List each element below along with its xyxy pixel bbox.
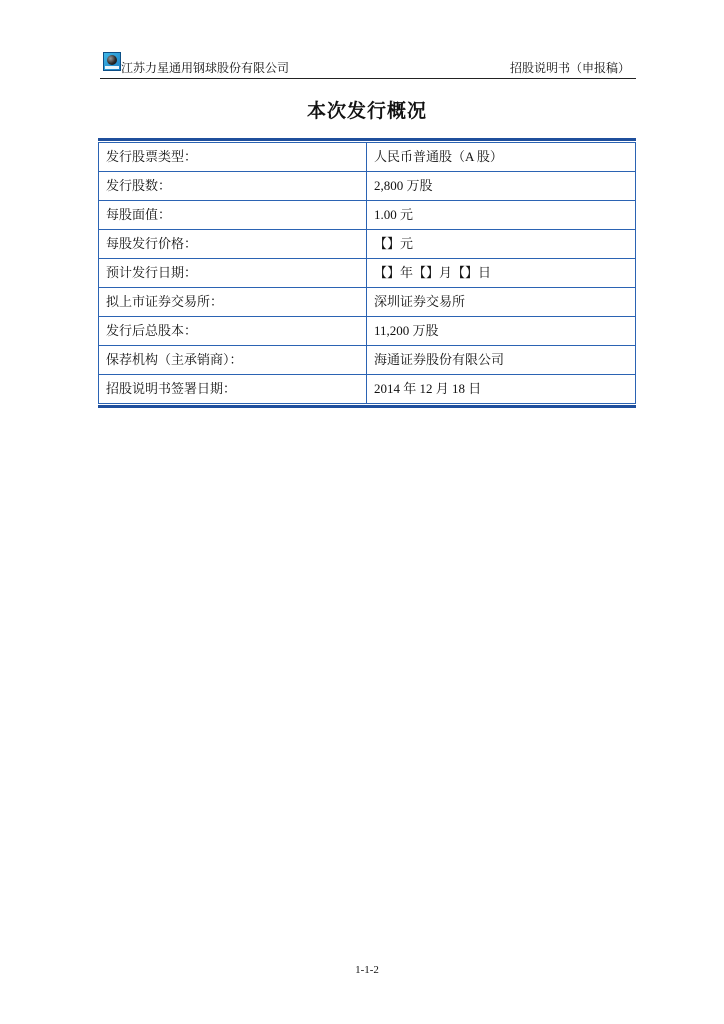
company-name: 江苏力星通用钢球股份有限公司 [121,61,290,75]
row-label: 发行后总股本： [99,317,367,345]
table-row [99,346,635,375]
row-value: 2,800 万股 [374,178,433,193]
row-value: 【】元 [374,236,414,251]
table-row [99,201,635,230]
table-row [99,375,635,403]
row-value: 深圳证券交易所 [374,294,466,309]
offering-overview-table [98,138,636,408]
table-bottom-rule [98,405,636,408]
row-value: 11,200 万股 [374,323,439,338]
table-row [99,288,635,317]
table-row [99,259,635,288]
page-header [100,50,636,79]
logo-ball [107,55,117,65]
row-value: 海通证券股份有限公司 [374,352,505,367]
row-label: 招股说明书签署日期： [99,375,367,403]
row-label: 预计发行日期： [99,259,367,287]
section-title: 本次发行概况 [306,100,427,122]
row-value: 【】年【】月【】日 [374,265,492,280]
row-label: 拟上市证券交易所： [99,288,367,316]
row-value: 人民币普通股（A 股） [374,149,503,164]
row-label: 发行股数： [99,172,367,200]
logo-base [105,66,119,69]
table-row [99,143,635,172]
row-label: 每股发行价格： [99,230,367,258]
page-number: 1-1-2 [355,964,379,976]
row-label: 发行股票类型： [99,143,367,171]
row-value: 1.00 元 [374,207,414,222]
row-label: 每股面值： [99,201,367,229]
table-row [99,230,635,259]
company-logo-icon [103,52,121,71]
table-rows [98,143,636,403]
table-row [99,172,635,201]
table-row [99,317,635,346]
row-value: 2014 年 12 月 18 日 [374,381,482,396]
document-title: 招股说明书（申报稿） [509,61,630,75]
row-label: 保荐机构（主承销商）： [99,346,367,374]
